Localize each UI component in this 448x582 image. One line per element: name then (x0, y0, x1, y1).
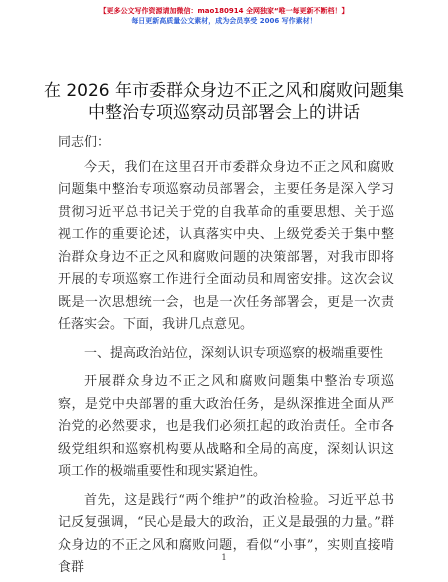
promo-line-red: 【更多公文写作资源请加微信：mao180914 全网独家“唯一每更新不断档！】 (99, 7, 349, 15)
promo-line-blue: 每日更新高质量公文素材，成为会员享受 2006 写作素材！ (131, 17, 317, 25)
document-title: 在 2026 年市委群众身边不正之风和腐败问题集中整治专项巡察动员部署会上的讲话 (43, 81, 405, 123)
body-paragraph: 开展群众身边不正之风和腐败问题集中整治专项巡察，是党中央部署的重大政治任务，是纵深推进全面从严治党的必然要求，也是我们必须扛起的政治责任。全市各级党组织和巡察机构要从战略和全局的高度，深刻认识这项工作的极端重要性和现实紧迫性。 (58, 374, 394, 479)
salutation: 同志们： (58, 135, 111, 150)
section-heading: 一、提高政治站位，深刻认识专项巡察的极端重要性 (84, 345, 384, 361)
body-paragraph: 首先，这是践行“两个维护”的政治检验。习近平总书记反复强调，“民心是最大的政治，正义是最强的力量。”群众身边的不正之风和腐败问题，看似“小事”，实则直接啃食群 (58, 492, 394, 575)
document-body (58, 132, 394, 582)
page-number: 1 (221, 553, 227, 562)
promo-header (0, 6, 448, 26)
body-paragraph: 今天，我们在这里召开市委群众身边不正之风和腐败问题集中整治专项巡察动员部署会，主要任务是深入学习贯彻习近平总书记关于党的自我革命的重要思想、关于巡视工作的重要论述，认真落实中央、上级党委关于集中整治群众身边不正之风和腐败问题的决策部署，对我市即将开展的专项巡察工作进行全面动员和周密安排。这次会议既是一次思想统一会，也是一次任务部署会，更是一次责任落实会。下面，我讲几点意见。 (58, 159, 394, 332)
